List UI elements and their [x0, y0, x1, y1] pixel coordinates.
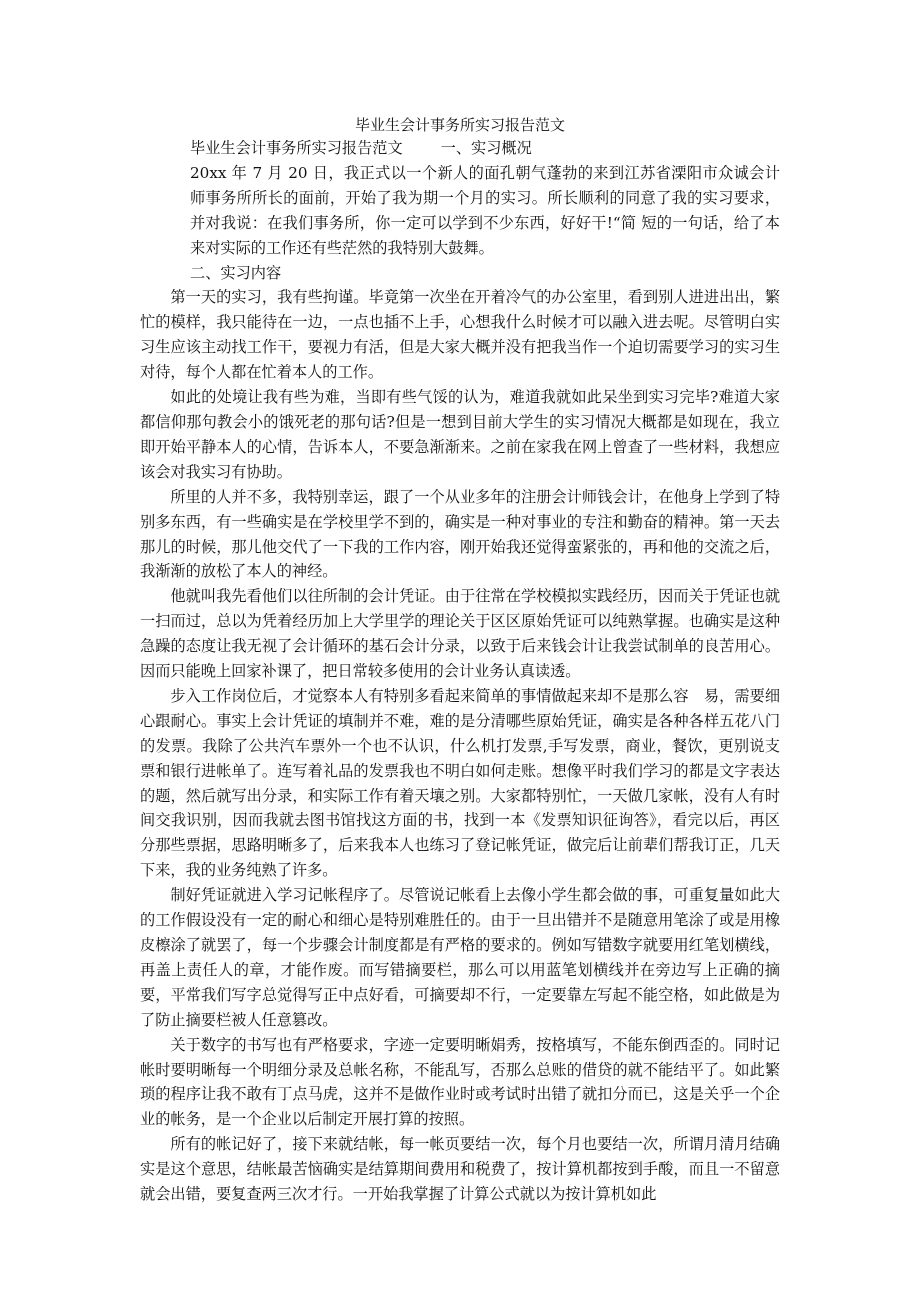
document-subtitle: 毕业生会计事务所实习报告范文 — [190, 139, 403, 157]
body-paragraph: 步入工作岗位后，才觉察本人有特别多看起来简单的事情做起来却不是那么容 易，需要细心跟耐心。事实上会计凭证的填制并不难，难的是分清哪些原始凭证，确实是各种各样五花八门的发票。我除了公共汽车票外一个也不认识，什么机打发票,手写发票，商业，餐饮，更别说支票和银行进帐单了。连写着礼品的发票我也不明白如何走账。想像平时我们学习的都是文字表达的题，然后就写出分录，和实际工作有着天壤之别。大家都特别忙，一天做几家帐，没有人有时间交我识别，因而我就去图书馆找这方面的书，找到一本《发票知识征询答》，看完以后，再区分那些票据，思路明晰多了，后来我本人也练习了登记帐凭证，做完后让前辈们帮我订正，几天下来，我的业务纯熟了许多。 — [140, 686, 780, 880]
subtitle-line — [140, 136, 780, 161]
body-paragraph: 所有的帐记好了，接下来就结帐，每一帐页要结一次，每个月也要结一次，所谓月清月结确实是这个意思，结帐最苦恼确实是结算期间费用和税费了，按计算机都按到手酸，而且一不留意就会出错，要复查两三次才行。一开始我掌握了计算公式就以为按计算机如此 — [140, 1135, 780, 1204]
section-2-heading: 二、实习内容 — [190, 263, 282, 282]
section-1-heading: 一、实习概况 — [440, 139, 532, 157]
body-paragraph: 制好凭证就进入学习记帐程序了。尽管说记帐看上去像小学生都会做的事，可重复量如此大的工作假设没有一定的耐心和细心是特别难胜任的。由于一旦出错并不是随意用笔涂了或是用橡皮檫涂了就罢了，每一个步骤会计制度都是有严格的要求的。例如写错数字就要用红笔划横线，再盖上责任人的章，才能作废。而写错摘要栏，那么可以用蓝笔划横线并在旁边写上正确的摘要，平常我们写字总觉得写正中点好看，可摘要却不行，一定要靠左写起不能空格，如此做是为了防止摘要栏被人任意篡改。 — [140, 886, 780, 1029]
body-paragraph: 如此的处境让我有些为难，当即有些气馁的认为，难道我就如此呆坐到实习完毕?难道大家都信仰那句教会小的饿死老的那句话?但是一想到目前大学生的实习情况大概都是如现在，我立即开始平静本人的心情，告诉本人，不要急渐渐来。之前在家我在网上曾查了一些材料，我想应该会对我实习有协助。 — [140, 388, 780, 481]
body-paragraph: 第一天的实习，我有些拘谨。毕竟第一次坐在开着冷气的办公室里，看到别人进进出出，繁忙的模样，我只能待在一边，一点也插不上手，心想我什么时候才可以融入进去呢。尽管明白实习生应该主动找工作干，要视力有活，但是大家大概并没有把我当作一个迫切需要学习的实习生对待，每个人都在忙着本人的工作。 — [140, 288, 780, 382]
document-body — [140, 136, 780, 1207]
body-paragraph: 他就叫我先看他们以往所制的会计凭证。由于往常在学校模拟实践经历，因而关于凭证也就一扫而过，总以为凭着经历加上大学里学的理论关于区区原始凭证可以纯熟掌握。也确实是这种急躁的态度让我无视了会计循环的基石会计分录，以致于后来钱会计让我尝试制单的良苦用心。因而只能晚上回家补课了，把日常较多使用的会计业务认真读透。 — [140, 587, 780, 681]
body-paragraph: 所里的人并不多，我特别幸运，跟了一个从业多年的注册会计师钱会计，在他身上学到了特别多东西，有一些确实是在学校里学不到的，确实是一种对事业的专注和勤奋的精神。第一天去那儿的时候，那儿他交代了一下我的工作内容，刚开始我还觉得蛮紧张的，再和他的交流之后，我渐渐的放松了本人的神经。 — [140, 487, 780, 581]
body-paragraph: 关于数字的书写也有严格要求，字迹一定要明晰娟秀，按格填写，不能东倒西歪的。同时记帐时要明晰每一个明细分录及总帐名称，不能乱写，否那么总账的借贷的就不能结平了。如此繁琐的程序让我不敢有丁点马虎，这并不是做作业时或考试时出错了就扣分而已，这是关乎一个企业的帐务，是一个企业以后制定开展打算的按照。 — [140, 1035, 780, 1129]
intro-paragraph: 20xx 年 7 月 20 日，我正式以一个新人的面孔朝气蓬勃的来到江苏省溧阳市众诚会计师事务所所长的面前，开始了我为期一个月的实习。所长顺利的同意了我的实习要求，并对我说：在我们事务所，你一定可以学到不少东西，好好干!“简 短的一句话，给了本来对实际的工作还有些茫然的我特别大鼓舞。 — [190, 163, 780, 257]
document-title: 毕业生会计事务所实习报告范文 — [354, 116, 565, 134]
